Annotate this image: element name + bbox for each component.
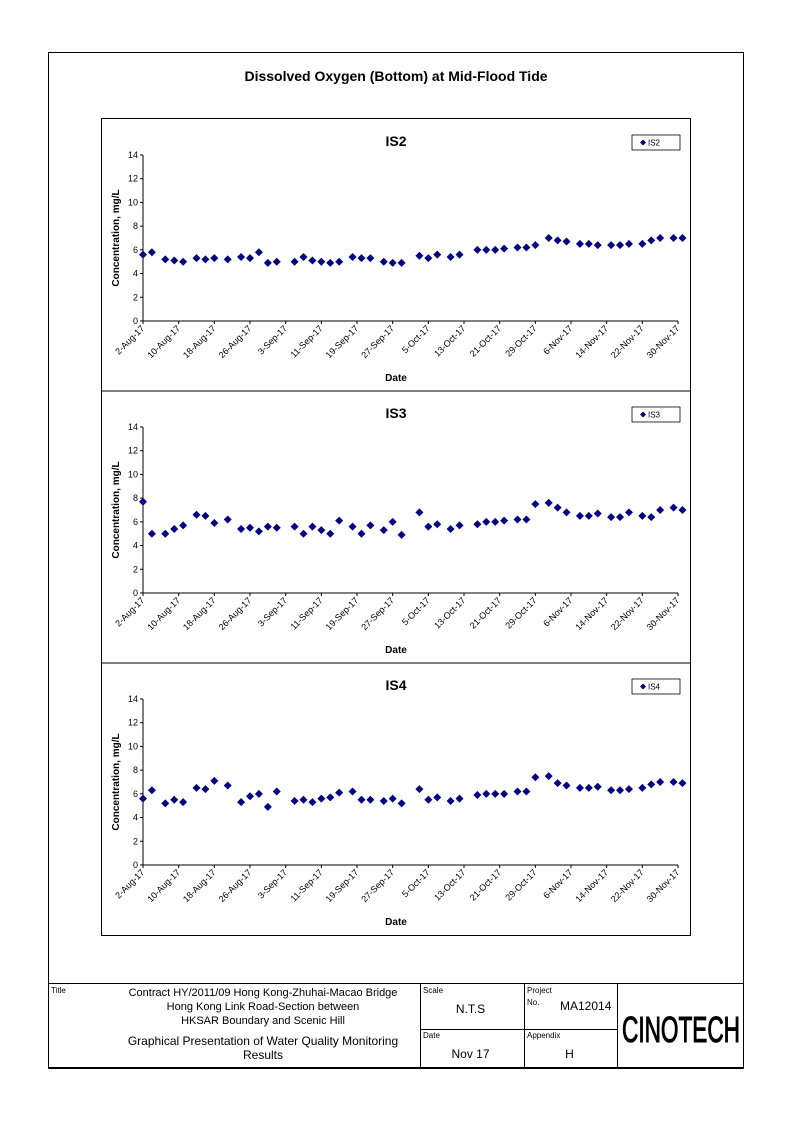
data-point: [291, 523, 299, 531]
data-point: [514, 787, 522, 795]
data-point: [647, 513, 655, 521]
data-point: [326, 259, 334, 267]
data-point: [482, 518, 490, 526]
data-point: [647, 236, 655, 244]
data-point: [500, 517, 508, 525]
x-tick-label: 22-Nov-17: [608, 323, 646, 361]
y-tick-label: 2: [132, 836, 138, 847]
data-point: [246, 792, 254, 800]
data-point: [255, 527, 263, 535]
x-tick-label: 10-Aug-17: [145, 867, 183, 905]
x-tick-label: 13-Oct-17: [432, 595, 468, 631]
data-point: [380, 797, 388, 805]
x-tick-label: 21-Oct-17: [467, 595, 504, 631]
data-point: [357, 530, 365, 538]
x-tick-label: 10-Aug-17: [145, 595, 183, 633]
data-point: [656, 778, 664, 786]
data-point: [500, 245, 508, 253]
y-tick-label: 2: [132, 292, 138, 303]
x-tick-label: 6-Nov-17: [541, 323, 575, 357]
data-point: [433, 793, 441, 801]
x-axis-label: Date: [385, 917, 407, 928]
y-tick-label: 14: [127, 150, 138, 160]
x-tick-label: 18-Aug-17: [180, 323, 218, 361]
x-tick-label: 29-Oct-17: [503, 595, 539, 631]
data-point: [433, 251, 441, 259]
cinotech-logo: [620, 1006, 742, 1050]
data-point: [264, 803, 272, 811]
title-label: Title: [51, 986, 66, 995]
data-point: [224, 255, 232, 263]
data-point: [273, 787, 281, 795]
x-tick-label: 6-Nov-17: [541, 595, 575, 629]
data-point: [255, 790, 263, 798]
x-tick-label: 21-Oct-17: [467, 323, 504, 359]
data-point: [273, 524, 281, 532]
x-tick-label: 30-Nov-17: [644, 323, 682, 361]
data-point: [366, 521, 374, 529]
data-point: [625, 508, 633, 516]
data-point: [389, 259, 397, 267]
data-point: [255, 248, 263, 256]
data-point: [398, 799, 406, 807]
data-point: [522, 787, 530, 795]
data-point: [317, 526, 325, 534]
y-tick-label: 2: [132, 564, 138, 575]
project-label: Project: [527, 986, 552, 995]
data-point: [482, 790, 490, 798]
y-tick-label: 8: [132, 765, 138, 776]
data-point: [563, 782, 571, 790]
data-point: [638, 240, 646, 248]
y-tick-label: 6: [132, 244, 138, 255]
x-tick-label: 19-Sep-17: [323, 867, 361, 905]
data-point: [656, 506, 664, 514]
data-point: [237, 253, 245, 261]
x-tick-label: 3-Sep-17: [255, 323, 290, 357]
x-tick-label: 13-Oct-17: [432, 323, 468, 359]
x-tick-label: 11-Sep-17: [288, 323, 325, 360]
data-point: [678, 234, 686, 242]
x-tick-label: 30-Nov-17: [644, 595, 682, 633]
title-line-2: Hong Kong Link Road-Section between: [166, 1001, 360, 1013]
chart-panel-is2: [102, 119, 690, 391]
data-point: [193, 511, 201, 519]
data-point: [179, 798, 187, 806]
x-tick-label: 26-Aug-17: [216, 867, 254, 905]
data-point: [170, 796, 178, 804]
data-point: [545, 234, 553, 242]
charts-container: [101, 118, 691, 936]
chart-title: IS3: [385, 405, 407, 421]
data-point: [380, 258, 388, 266]
project-no-label: No.: [527, 998, 540, 1007]
data-point: [531, 500, 539, 508]
x-tick-label: 27-Sep-17: [359, 867, 397, 905]
x-tick-label: 26-Aug-17: [216, 595, 254, 633]
data-point: [161, 530, 169, 538]
data-point: [161, 255, 169, 263]
x-tick-label: 27-Sep-17: [359, 595, 397, 633]
data-point: [291, 258, 299, 266]
x-tick-label: 5-Oct-17: [399, 595, 432, 628]
legend-label: IS3: [648, 410, 661, 420]
data-point: [554, 236, 562, 244]
data-point: [678, 779, 686, 787]
x-tick-label: 18-Aug-17: [180, 595, 218, 633]
date-value: Nov 17: [451, 1047, 490, 1061]
data-point: [201, 512, 209, 520]
appendix-label: Appendix: [527, 1031, 561, 1040]
subtitle-line-1: Graphical Presentation of Water Quality Monitoring: [127, 1034, 399, 1048]
data-point: [380, 526, 388, 534]
scale-value: N.T.S: [455, 1002, 486, 1016]
data-point: [563, 238, 571, 246]
data-point: [357, 254, 365, 262]
data-point: [638, 784, 646, 792]
y-tick-label: 0: [132, 860, 138, 870]
data-point: [531, 773, 539, 781]
y-tick-label: 4: [132, 268, 138, 279]
x-tick-label: 30-Nov-17: [644, 867, 682, 905]
data-point: [616, 513, 624, 521]
data-point: [366, 254, 374, 262]
logo-text: CINOTECH: [622, 1009, 740, 1050]
data-point: [201, 255, 209, 263]
data-point: [670, 778, 678, 786]
data-point: [179, 258, 187, 266]
data-point: [607, 241, 615, 249]
y-tick-label: 0: [132, 588, 138, 598]
title-line-1: Contract HY/2011/09 Hong Kong-Zhuhai-Macao Bridge: [128, 987, 398, 999]
data-point: [335, 517, 343, 525]
data-point: [308, 257, 316, 265]
data-point: [237, 798, 245, 806]
x-tick-label: 19-Sep-17: [323, 595, 361, 633]
data-point: [491, 518, 499, 526]
y-tick-label: 6: [132, 788, 138, 799]
data-point: [264, 259, 272, 267]
appendix-value: H: [565, 1047, 574, 1061]
y-tick-label: 0: [132, 316, 138, 326]
data-point: [456, 251, 464, 259]
data-point: [398, 259, 406, 267]
y-tick-label: 4: [132, 540, 138, 551]
data-point: [139, 795, 147, 803]
data-point: [491, 790, 499, 798]
y-tick-label: 4: [132, 812, 138, 823]
data-point: [193, 784, 201, 792]
data-point: [554, 779, 562, 787]
data-point: [224, 515, 232, 523]
x-tick-label: 6-Nov-17: [541, 867, 575, 901]
data-point: [210, 254, 218, 262]
data-point: [148, 530, 156, 538]
x-tick-label: 10-Aug-17: [145, 323, 183, 361]
data-point: [594, 783, 602, 791]
x-tick-label: 18-Aug-17: [180, 867, 218, 905]
data-point: [424, 796, 432, 804]
data-point: [447, 253, 455, 261]
data-point: [170, 257, 178, 265]
x-tick-label: 3-Sep-17: [255, 595, 290, 629]
x-tick-label: 29-Oct-17: [503, 323, 539, 359]
data-point: [433, 520, 441, 528]
data-point: [246, 524, 254, 532]
y-tick-label: 14: [127, 694, 138, 704]
title-block: [48, 983, 744, 1068]
data-point: [317, 258, 325, 266]
data-point: [447, 797, 455, 805]
x-tick-label: 14-Nov-17: [573, 595, 611, 633]
data-point: [335, 258, 343, 266]
data-point: [415, 785, 423, 793]
data-point: [447, 525, 455, 533]
data-point: [456, 795, 464, 803]
y-axis-label: Concentration, mg/L: [111, 733, 122, 831]
data-point: [656, 234, 664, 242]
scale-label: Scale: [423, 986, 444, 995]
y-tick-label: 10: [127, 741, 138, 752]
x-tick-label: 3-Sep-17: [255, 867, 290, 901]
title-line-3: HKSAR Boundary and Scenic Hill: [181, 1015, 345, 1027]
x-axis-label: Date: [385, 645, 407, 656]
chart-title: IS4: [385, 677, 407, 693]
data-point: [531, 241, 539, 249]
data-point: [424, 523, 432, 531]
data-point: [545, 772, 553, 780]
data-point: [201, 785, 209, 793]
data-point: [224, 782, 232, 790]
x-tick-label: 5-Oct-17: [399, 867, 432, 900]
x-tick-label: 26-Aug-17: [216, 323, 254, 361]
data-point: [317, 795, 325, 803]
data-point: [594, 241, 602, 249]
data-point: [638, 512, 646, 520]
data-point: [670, 504, 678, 512]
y-tick-label: 8: [132, 221, 138, 232]
data-point: [473, 520, 481, 528]
data-point: [456, 521, 464, 529]
y-tick-label: 10: [127, 469, 138, 480]
x-tick-label: 2-Aug-17: [113, 595, 147, 629]
data-point: [300, 530, 308, 538]
chart-panel-is4: [102, 663, 690, 935]
data-point: [491, 246, 499, 254]
data-point: [210, 519, 218, 527]
data-point: [670, 234, 678, 242]
data-point: [585, 784, 593, 792]
data-point: [335, 789, 343, 797]
data-point: [473, 246, 481, 254]
data-point: [246, 254, 254, 262]
x-tick-label: 14-Nov-17: [573, 323, 611, 361]
data-point: [522, 243, 530, 251]
data-point: [264, 523, 272, 531]
data-point: [308, 798, 316, 806]
data-point: [616, 241, 624, 249]
data-point: [607, 786, 615, 794]
data-point: [193, 254, 201, 262]
x-tick-label: 14-Nov-17: [573, 867, 611, 905]
x-tick-label: 27-Sep-17: [359, 323, 397, 361]
x-axis-label: Date: [385, 373, 407, 384]
y-tick-label: 12: [127, 717, 138, 728]
data-point: [398, 531, 406, 539]
data-point: [273, 258, 281, 266]
x-tick-label: 13-Oct-17: [432, 867, 468, 903]
data-point: [514, 515, 522, 523]
data-point: [148, 786, 156, 794]
data-point: [545, 499, 553, 507]
data-point: [625, 785, 633, 793]
y-tick-label: 12: [127, 173, 138, 184]
data-point: [585, 240, 593, 248]
data-point: [616, 786, 624, 794]
data-point: [179, 521, 187, 529]
data-point: [161, 799, 169, 807]
subtitle-line-2: Results: [242, 1048, 283, 1062]
x-tick-label: 22-Nov-17: [608, 595, 646, 633]
data-point: [291, 797, 299, 805]
data-point: [139, 498, 147, 506]
data-point: [415, 252, 423, 260]
data-point: [424, 254, 432, 262]
y-tick-label: 10: [127, 197, 138, 208]
project-number: MA12014: [560, 999, 612, 1013]
x-tick-label: 5-Oct-17: [399, 323, 432, 356]
data-point: [647, 780, 655, 788]
y-tick-label: 14: [127, 422, 138, 432]
data-point: [357, 796, 365, 804]
data-point: [607, 513, 615, 521]
data-point: [349, 523, 357, 531]
data-point: [148, 248, 156, 256]
data-point: [237, 525, 245, 533]
data-point: [300, 796, 308, 804]
data-point: [326, 793, 334, 801]
data-point: [210, 777, 218, 785]
chart-panel-is3: [102, 391, 690, 663]
data-point: [576, 512, 584, 520]
data-point: [514, 243, 522, 251]
data-point: [500, 790, 508, 798]
x-tick-label: 19-Sep-17: [323, 323, 361, 361]
x-tick-label: 11-Sep-17: [288, 867, 325, 904]
x-tick-label: 22-Nov-17: [608, 867, 646, 905]
data-point: [308, 523, 316, 531]
data-point: [585, 512, 593, 520]
y-tick-label: 12: [127, 445, 138, 456]
y-tick-label: 8: [132, 493, 138, 504]
data-point: [389, 795, 397, 803]
data-point: [482, 246, 490, 254]
data-point: [563, 508, 571, 516]
data-point: [594, 510, 602, 518]
data-point: [625, 240, 633, 248]
data-point: [415, 508, 423, 516]
x-tick-label: 29-Oct-17: [503, 867, 539, 903]
y-tick-label: 6: [132, 516, 138, 527]
data-point: [576, 784, 584, 792]
data-point: [678, 506, 686, 514]
data-point: [170, 525, 178, 533]
data-point: [349, 787, 357, 795]
x-tick-label: 2-Aug-17: [113, 867, 147, 901]
data-point: [576, 240, 584, 248]
legend-label: IS4: [648, 682, 661, 692]
data-point: [522, 515, 530, 523]
data-point: [554, 504, 562, 512]
data-point: [366, 796, 374, 804]
chart-title: IS2: [385, 133, 407, 149]
y-axis-label: Concentration, mg/L: [111, 189, 122, 287]
date-label: Date: [423, 1031, 440, 1040]
data-point: [300, 253, 308, 261]
data-point: [326, 530, 334, 538]
data-point: [349, 253, 357, 261]
x-tick-label: 2-Aug-17: [113, 323, 147, 357]
data-point: [389, 518, 397, 526]
data-point: [473, 791, 481, 799]
y-axis-label: Concentration, mg/L: [111, 461, 122, 559]
page-title: Dissolved Oxygen (Bottom) at Mid-Flood Tide: [244, 68, 548, 84]
x-tick-label: 11-Sep-17: [288, 595, 325, 632]
data-point: [139, 251, 147, 259]
legend-label: IS2: [648, 138, 661, 148]
x-tick-label: 21-Oct-17: [467, 867, 504, 903]
